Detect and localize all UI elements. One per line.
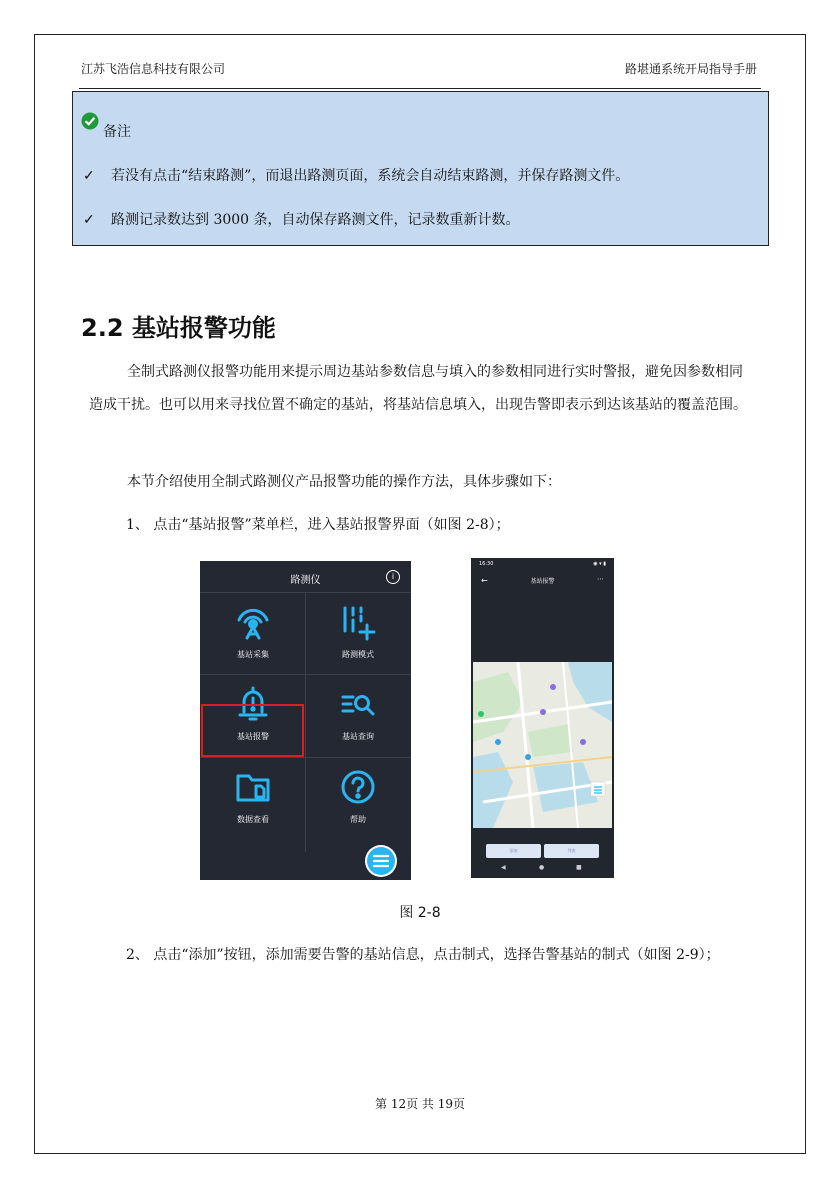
more-icon[interactable]: ⋯ xyxy=(597,575,604,583)
header-rule xyxy=(79,88,761,89)
checkmark-icon: ✓ xyxy=(83,168,95,184)
step-text: 1、 点击“基站报警”菜单栏，进入基站报警界面（如图 2-8）； xyxy=(126,517,510,533)
app-title: 路测仪 xyxy=(290,575,321,586)
note-box xyxy=(72,91,769,246)
grid-plus-icon xyxy=(339,603,377,641)
menu-tile-station-query[interactable] xyxy=(306,675,410,757)
nav-back-icon[interactable]: ◀ xyxy=(501,864,506,871)
nav-home-icon[interactable]: ● xyxy=(539,864,545,871)
body-paragraph: 全制式路测仪报警功能用来提示周边基站参数信息与填入的参数相同进行实时警报，避免因参数相同造成干扰。也可以用来寻找位置不确定的基站，将基站信息填入，出现告警即表示到达该基站的覆盖范围。 xyxy=(89,364,747,413)
menu-fab-button[interactable] xyxy=(365,845,397,877)
note-title: 备注 xyxy=(103,124,131,140)
page-footer: 第 12页 共 19页 xyxy=(375,1097,465,1111)
folder-file-icon xyxy=(234,768,272,806)
list-button[interactable]: 列表 xyxy=(544,844,599,858)
note-item xyxy=(83,165,629,185)
back-arrow-icon[interactable]: ← xyxy=(481,576,488,585)
header-company: 江苏飞浩信息科技有限公司 xyxy=(81,62,226,76)
question-circle-icon xyxy=(339,768,377,806)
header-doc-title: 路堪通系统开局指导手册 xyxy=(624,62,757,76)
add-button[interactable]: 添加 xyxy=(486,844,541,858)
menu-tile-road-test[interactable] xyxy=(306,593,410,675)
note-item xyxy=(83,209,520,229)
info-icon[interactable]: i xyxy=(386,570,400,584)
tile-label: 基站查询 xyxy=(342,732,374,741)
phone-menu-screenshot xyxy=(200,561,411,880)
body-paragraph: 本节介绍使用全制式路测仪产品报警功能的操作方法，具体步骤如下： xyxy=(127,474,561,490)
tile-label: 基站报警 xyxy=(237,732,269,741)
hamburger-icon xyxy=(365,845,397,877)
section-heading: 2.2 基站报警功能 xyxy=(81,314,276,342)
figure-caption: 图 2-8 xyxy=(399,905,441,921)
step-text: 2、 点击“添加”按钮，添加需要告警的基站信息，点击制式，选择告警基站的制式（如图 2-9）； xyxy=(126,947,720,963)
note-text: 路测记录数达到 3000 条，自动保存路测文件，记录数重新计数。 xyxy=(111,212,520,228)
menu-tile-help[interactable] xyxy=(306,758,410,840)
status-time: 16:30 xyxy=(479,561,494,567)
map-graphic xyxy=(473,662,612,828)
nav-recent-icon[interactable]: ■ xyxy=(576,864,582,871)
search-list-icon xyxy=(339,685,377,723)
tile-label: 数据查看 xyxy=(237,815,269,824)
checkmark-icon: ✓ xyxy=(83,212,95,228)
menu-tile-station-collect[interactable] xyxy=(201,593,305,675)
phone-alarm-screenshot xyxy=(471,558,614,878)
green-check-circle-icon xyxy=(81,112,99,130)
tile-label: 帮助 xyxy=(350,815,366,824)
menu-tile-data-view[interactable] xyxy=(201,758,305,840)
note-text: 若没有点击“结束路测”，而退出路测页面，系统会自动结束路测，并保存路测文件。 xyxy=(111,168,630,184)
status-icons: ◉ ▾ ▮ xyxy=(593,561,606,567)
tile-label: 路测模式 xyxy=(342,650,374,659)
tile-label: 基站采集 xyxy=(237,650,269,659)
map-view[interactable] xyxy=(473,662,612,828)
screen-title: 基站报警 xyxy=(530,578,555,585)
selection-highlight xyxy=(201,704,304,757)
antenna-tower-icon xyxy=(234,603,272,641)
